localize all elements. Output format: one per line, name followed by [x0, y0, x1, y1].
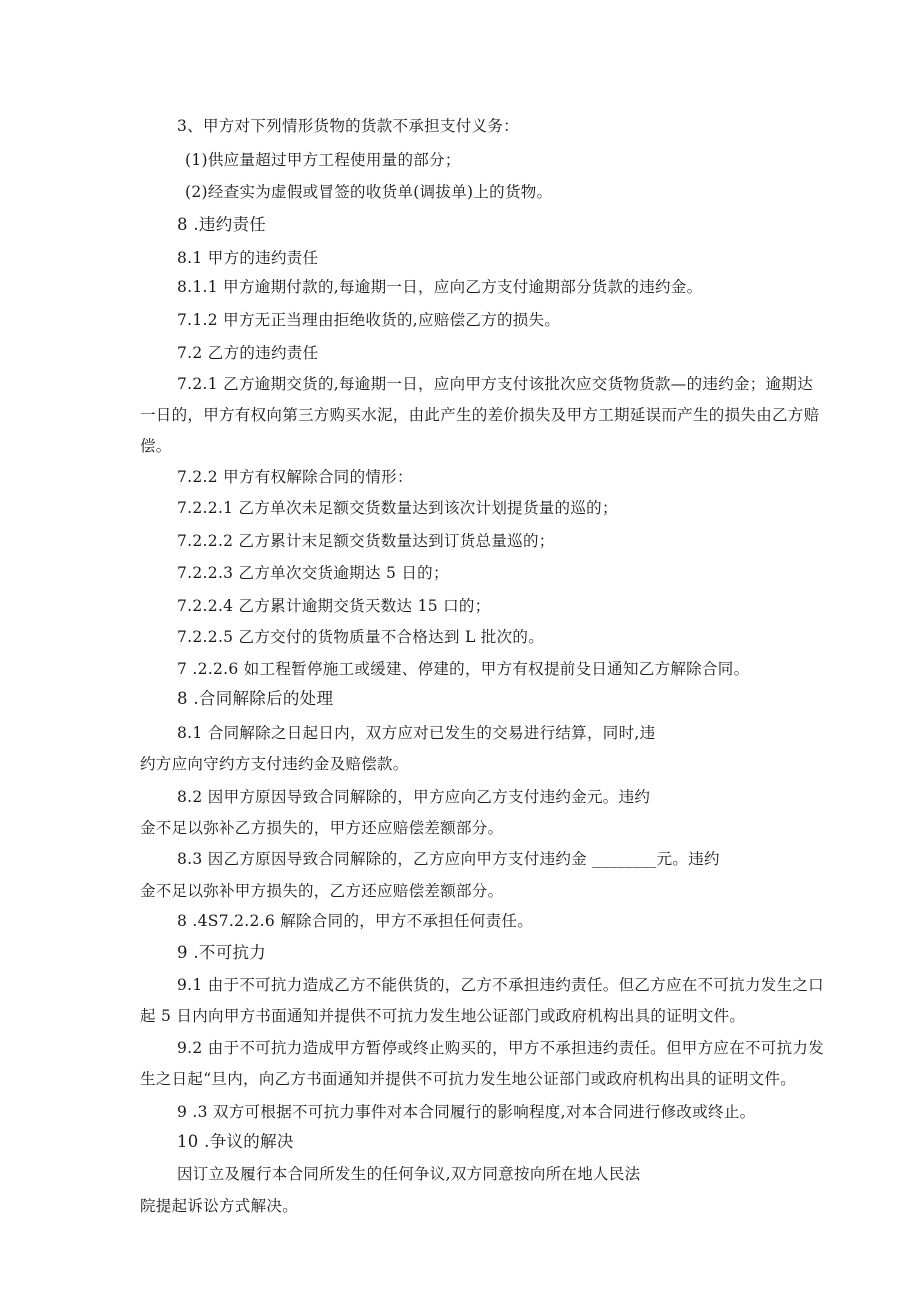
clause-9-1-line-2: 起 5 日内向甲方书面通知并提供不可抗力发生地公证部门或政府机构出具的证明文件。 — [140, 1007, 746, 1025]
clause-7-2-2-3: 7.2.2.3 乙方单次交货逾期达 5 日的； — [177, 564, 449, 582]
dispute-clause-line-1: 因订立及履行本合同所发生的任何争议,双方同意按向所在地人民法 — [177, 1165, 641, 1183]
subheading-party-a-liability: 8.1 甲方的违约责任 — [177, 249, 319, 267]
clause-7-2-1-line-1: 7.2.1 乙方逾期交货的,每逾期一日，应向甲方支付该批次应交货物货款—的违约金；逾期达 — [177, 375, 813, 393]
section-heading-liability: 8 .违约责任 — [177, 215, 267, 234]
clause-9-2-line-2: 生之日起“旦内，向乙方书面通知并提供不可抗力发生地公证部门或政府机构出具的证明文件。 — [140, 1070, 797, 1088]
clause-8-2-line-2: 金不足以弥补乙方损失的，甲方还应赔偿差额部分。 — [140, 819, 504, 837]
clause-7-2-2-4: 7.2.2.4 乙方累计逾期交货天数达 15 口的； — [177, 597, 491, 615]
clause-7-2-2-2: 7.2.2.2 乙方累计末足额交货数量达到订货总量巡的； — [177, 532, 555, 550]
clause-8-3-line-2: 金不足以弥补甲方损失的，乙方还应赔偿差额部分。 — [140, 882, 504, 900]
clause-7-2-2: 7.2.2 甲方有权解除合同的情形： — [177, 468, 413, 486]
section-heading-force-majeure: 9 .不可抗力 — [177, 943, 267, 962]
clause-7-2-2-5: 7.2.2.5 乙方交付的货物质量不合格达到 L 批次的。 — [177, 628, 545, 646]
clause-7-2-1-line-3: 偿。 — [140, 437, 172, 455]
clause-3-payment-exemption: 3、甲方对下列情形货物的货款不承担支付义务： — [177, 117, 519, 135]
clause-8-2-line-1: 8.2 因甲方原因导致合同解除的，甲方应向乙方支付违约金元。违约 — [177, 788, 651, 806]
dispute-clause-line-2: 院提起诉讼方式解决。 — [140, 1197, 299, 1215]
clause-8-1-1: 8.1.1 甲方逾期付款的,每逾期一日，应向乙方支付逾期部分货款的违约金。 — [177, 278, 703, 296]
item-1-oversupply: (1)供应量超过甲方工程使用量的部分； — [185, 151, 461, 169]
clause-7-1-2: 7.1.2 甲方无正当理由拒绝收货的,应赔偿乙方的损失。 — [177, 311, 561, 329]
item-2-false-receipt: (2)经查实为虚假或冒签的收货单(调拔单)上的货物。 — [185, 183, 553, 201]
clause-9-1-line-1: 9.1 由于不可抗力造成乙方不能供货的，乙方不承担违约责任。但乙方应在不可抗力发生之口 — [177, 976, 824, 994]
clause-7-2-2-1: 7.2.2.1 乙方单次未足额交货数量达到该次计划提货量的巡的； — [177, 499, 618, 517]
clause-8-1-line-1: 8.1 合同解除之日起日内，双方应对已发生的交易进行结算，同时,违 — [177, 724, 656, 742]
section-heading-termination: 8 .合同解除后的处理 — [177, 689, 334, 708]
clause-7-2-2-6: 7 .2.2.6 如工程暂停施工或缓建、停建的，甲方有权提前殳日通知乙方解除合同。 — [177, 660, 750, 678]
clause-8-4: 8 .4S7.2.2.6 解除合同的，甲方不承担任何责任。 — [177, 912, 534, 930]
subheading-party-b-liability: 7.2 乙方的违约责任 — [177, 344, 319, 362]
clause-9-3: 9 .3 双方可根据不可抗力事件对本合同履行的影响程度,对本合同进行修改或终止。 — [177, 1103, 756, 1121]
clause-8-1-line-2: 约方应向守约方支付违约金及赔偿款。 — [140, 755, 409, 773]
section-heading-dispute: 10 .争议的解决 — [177, 1132, 294, 1151]
clause-7-2-1-line-2: 一日的，甲方有权向第三方购买水泥，由此产生的差价损失及甲方工期延误而产生的损失由乙方赔 — [140, 406, 820, 424]
clause-9-2-line-1: 9.2 由于不可抗力造成甲方暂停或终止购买的，甲方不承担违约责任。但甲方应在不可抗力发 — [177, 1039, 824, 1057]
clause-8-3-line-1: 8.3 因乙方原因导致合同解除的，乙方应向甲方支付违约金 ________元。违约 — [177, 850, 720, 868]
